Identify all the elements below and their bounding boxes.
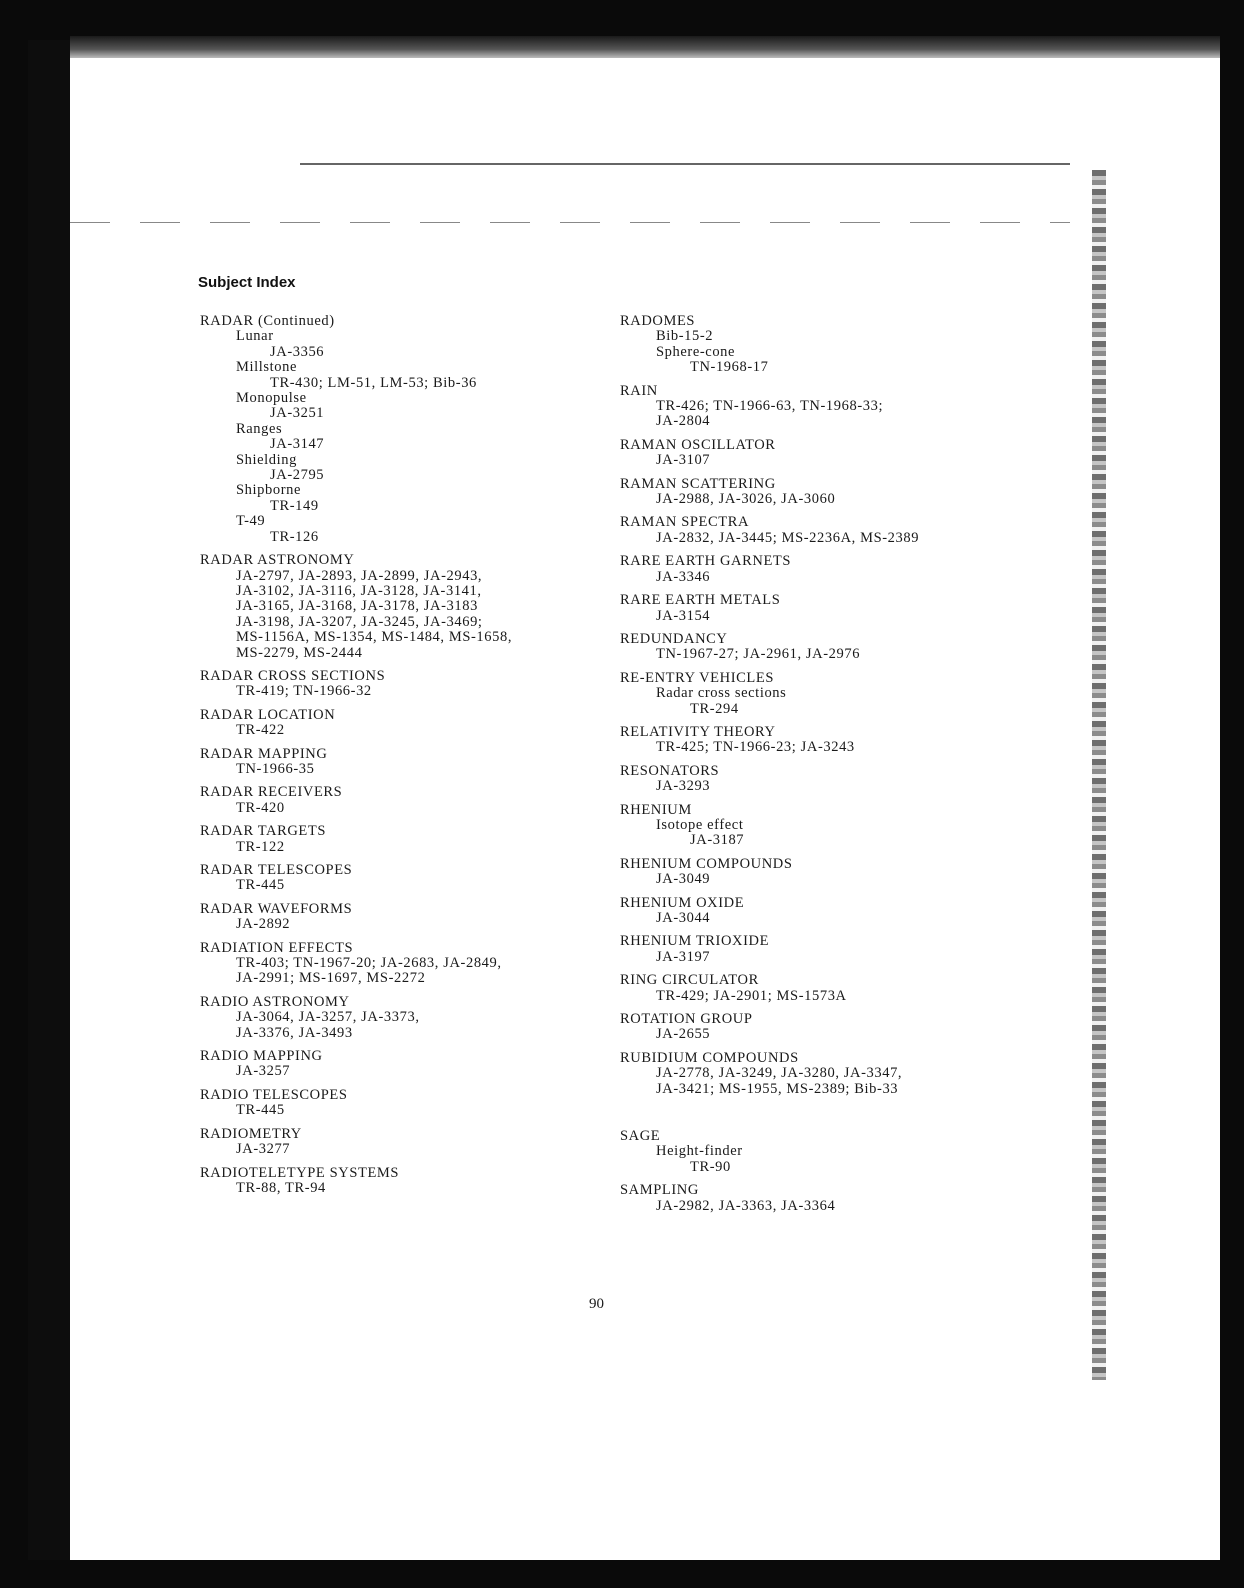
index-entry <box>200 1127 600 1158</box>
index-entry <box>620 764 1060 795</box>
index-entry <box>620 384 1060 430</box>
index-reference: JA-3421; MS-1955, MS-2389; Bib-33 <box>656 1080 899 1097</box>
scan-binding-strip <box>1092 170 1106 1380</box>
index-subterm: Shielding <box>236 451 297 468</box>
index-term: RAMAN SCATTERING <box>620 475 776 492</box>
index-term: ROTATION GROUP <box>620 1011 753 1028</box>
index-term: RADAR ASTRONOMY <box>200 552 355 569</box>
index-entry <box>200 863 600 894</box>
index-term: RADAR MAPPING <box>200 745 328 762</box>
index-subentry <box>620 345 1060 376</box>
index-entry <box>620 1051 1060 1097</box>
index-reference: JA-3198, JA-3207, JA-3245, JA-3469; <box>236 613 483 630</box>
index-entry <box>200 995 600 1041</box>
index-entry <box>620 438 1060 469</box>
index-reference: TR-122 <box>236 838 285 855</box>
index-reference: JA-3187 <box>690 832 745 849</box>
index-reference: MS-2279, MS-2444 <box>236 644 363 661</box>
index-subentry <box>200 453 600 484</box>
index-entry <box>620 896 1060 927</box>
page-number: 90 <box>589 1296 604 1312</box>
index-reference: TR-429; JA-2901; MS-1573A <box>656 987 847 1004</box>
index-term: RESONATORS <box>620 762 720 779</box>
index-reference: JA-2832, JA-3445; MS-2236A, MS-2389 <box>656 529 920 546</box>
index-entry <box>200 747 600 778</box>
index-subterm: Height-finder <box>656 1143 743 1160</box>
index-term: RADOMES <box>620 313 696 329</box>
scan-border-left <box>0 0 30 1588</box>
index-term: RHENIUM <box>620 801 692 818</box>
index-term: RADAR (Continued) <box>200 313 335 329</box>
index-subterm: T-49 <box>236 513 266 530</box>
index-entry <box>620 803 1060 849</box>
index-entry <box>620 1012 1060 1043</box>
index-entry <box>200 785 600 816</box>
index-term: RADIO TELESCOPES <box>200 1086 348 1103</box>
index-reference: TR-422 <box>236 722 285 739</box>
index-reference: JA-3147 <box>270 436 325 453</box>
index-reference: JA-2655 <box>656 1026 711 1043</box>
index-reference: TR-445 <box>236 877 285 894</box>
index-term: RARE EARTH GARNETS <box>620 553 792 570</box>
scan-border-bottom <box>0 1560 1244 1588</box>
index-reference: TN-1966-35 <box>236 760 315 777</box>
index-reference: MS-1156A, MS-1354, MS-1484, MS-1658, <box>236 629 513 646</box>
index-reference: JA-3197 <box>656 948 711 965</box>
index-subentry <box>200 514 600 545</box>
index-term: RUBIDIUM COMPOUNDS <box>620 1049 799 1066</box>
index-entry <box>620 725 1060 756</box>
index-term: RADAR LOCATION <box>200 706 336 723</box>
index-reference: JA-3257 <box>236 1063 291 1080</box>
index-entry <box>200 902 600 933</box>
index-column-left <box>200 314 600 1204</box>
section-gap <box>620 1105 1060 1129</box>
index-subentry <box>200 422 600 453</box>
index-reference: JA-2804 <box>656 413 711 430</box>
scan-border-right <box>1220 0 1244 1588</box>
index-subterm: Ranges <box>236 420 283 437</box>
scan-border-left-shadow <box>28 40 70 1560</box>
index-reference: JA-2892 <box>236 916 291 933</box>
index-subentry <box>620 1144 1060 1175</box>
index-reference: JA-3165, JA-3168, JA-3178, JA-3183 <box>236 598 478 615</box>
index-term: RADIATION EFFECTS <box>200 939 354 956</box>
index-reference: JA-3251 <box>270 405 325 422</box>
index-reference: TR-126 <box>270 528 319 545</box>
index-entry <box>200 1049 600 1080</box>
index-reference: TR-420 <box>236 799 285 816</box>
index-term: RHENIUM OXIDE <box>620 894 745 911</box>
index-reference: JA-3346 <box>656 568 711 585</box>
index-entry <box>200 314 600 545</box>
index-subentry <box>200 329 600 360</box>
index-subentry <box>200 391 600 422</box>
index-entry <box>620 314 1060 376</box>
index-reference: JA-3044 <box>656 910 711 926</box>
index-reference: JA-3102, JA-3116, JA-3128, JA-3141, <box>236 582 482 599</box>
index-term: RADAR WAVEFORMS <box>200 900 353 917</box>
index-term: RAMAN OSCILLATOR <box>620 436 776 453</box>
index-entry <box>620 632 1060 663</box>
index-term: RADAR CROSS SECTIONS <box>200 667 386 684</box>
index-entry <box>200 1166 600 1197</box>
index-term: RADIO MAPPING <box>200 1048 323 1065</box>
index-reference: JA-3277 <box>236 1141 291 1158</box>
index-subterm: Monopulse <box>236 390 307 407</box>
index-reference: TN-1968-17 <box>690 359 769 376</box>
index-reference: TR-88, TR-94 <box>236 1179 326 1196</box>
index-entry <box>620 515 1060 546</box>
index-entry <box>200 1088 600 1119</box>
index-entry <box>200 941 600 987</box>
index-term: RAMAN SPECTRA <box>620 514 750 531</box>
index-entry <box>620 857 1060 888</box>
index-reference: JA-3154 <box>656 607 711 624</box>
index-entry <box>620 1129 1060 1175</box>
index-reference: TR-425; TN-1966-23; JA-3243 <box>656 739 855 756</box>
index-subentry <box>620 686 1060 717</box>
index-entry <box>200 708 600 739</box>
index-entry <box>200 669 600 700</box>
index-entry <box>620 593 1060 624</box>
index-term: SAMPLING <box>620 1182 699 1199</box>
index-term: RADAR TELESCOPES <box>200 862 353 878</box>
index-subentry <box>620 818 1060 849</box>
header-rule <box>300 163 1070 165</box>
index-reference: JA-2795 <box>270 467 325 484</box>
index-reference: JA-2797, JA-2893, JA-2899, JA-2943, <box>236 567 483 584</box>
index-subterm: Sphere-cone <box>656 343 736 360</box>
index-reference: JA-3107 <box>656 452 711 469</box>
index-reference: TR-149 <box>270 497 319 514</box>
index-term: RING CIRCULATOR <box>620 972 759 989</box>
index-entry <box>620 934 1060 965</box>
index-term: RARE EARTH METALS <box>620 592 781 609</box>
index-entry <box>620 477 1060 508</box>
index-term: RADIO ASTRONOMY <box>200 993 350 1010</box>
index-term: RADIOTELETYPE SYSTEMS <box>200 1164 400 1181</box>
scan-border-top <box>0 0 1244 40</box>
index-term: RADAR RECEIVERS <box>200 784 343 801</box>
index-entry <box>620 671 1060 717</box>
index-term: RADIOMETRY <box>200 1125 302 1142</box>
index-reference: JA-3293 <box>656 778 711 795</box>
index-column-right <box>620 314 1060 1222</box>
scan-border-top-shadow <box>70 36 1220 58</box>
index-subentry <box>200 360 600 391</box>
index-reference: TR-426; TN-1966-63, TN-1968-33; <box>656 398 884 415</box>
index-term: RELATIVITY THEORY <box>620 723 776 740</box>
index-term: RHENIUM COMPOUNDS <box>620 855 793 872</box>
index-reference: TR-419; TN-1966-32 <box>236 683 372 700</box>
index-reference: TR-445 <box>236 1102 285 1119</box>
index-reference: JA-3064, JA-3257, JA-3373, <box>236 1009 420 1026</box>
index-reference: TR-90 <box>690 1158 731 1175</box>
index-entry <box>200 553 600 661</box>
index-reference: JA-3049 <box>656 871 711 888</box>
index-reference: JA-3356 <box>270 343 325 360</box>
index-subterm: Radar cross sections <box>656 685 787 702</box>
index-entry <box>620 1183 1060 1214</box>
index-term: REDUNDANCY <box>620 630 728 647</box>
page-heading: Subject Index <box>198 274 296 291</box>
index-term: SAGE <box>620 1128 661 1145</box>
index-subterm: Shipborne <box>236 482 302 499</box>
index-reference: JA-2988, JA-3026, JA-3060 <box>656 491 836 508</box>
index-term: RHENIUM TRIOXIDE <box>620 933 770 950</box>
index-entry <box>200 824 600 855</box>
index-reference: TR-430; LM-51, LM-53; Bib-36 <box>270 374 477 391</box>
index-reference: TR-294 <box>690 700 739 717</box>
index-subentry <box>200 483 600 514</box>
index-term: RE-ENTRY VEHICLES <box>620 669 774 686</box>
index-entry <box>620 973 1060 1004</box>
index-reference: TR-403; TN-1967-20; JA-2683, JA-2849, <box>236 955 502 972</box>
index-reference: JA-2991; MS-1697, MS-2272 <box>236 970 426 987</box>
index-entry <box>620 554 1060 585</box>
index-subterm: Isotope effect <box>656 816 744 833</box>
index-subterm: Millstone <box>236 359 297 376</box>
index-reference: JA-2778, JA-3249, JA-3280, JA-3347, <box>656 1065 903 1082</box>
index-reference: TN-1967-27; JA-2961, JA-2976 <box>656 646 861 663</box>
index-reference: JA-3376, JA-3493 <box>236 1024 353 1041</box>
index-reference: JA-2982, JA-3363, JA-3364 <box>656 1197 836 1214</box>
header-rule-dashed <box>70 222 1070 223</box>
index-term: RADAR TARGETS <box>200 823 327 840</box>
index-reference: Bib-15-2 <box>656 328 714 345</box>
index-subterm: Lunar <box>236 328 274 345</box>
index-term: RAIN <box>620 382 658 399</box>
